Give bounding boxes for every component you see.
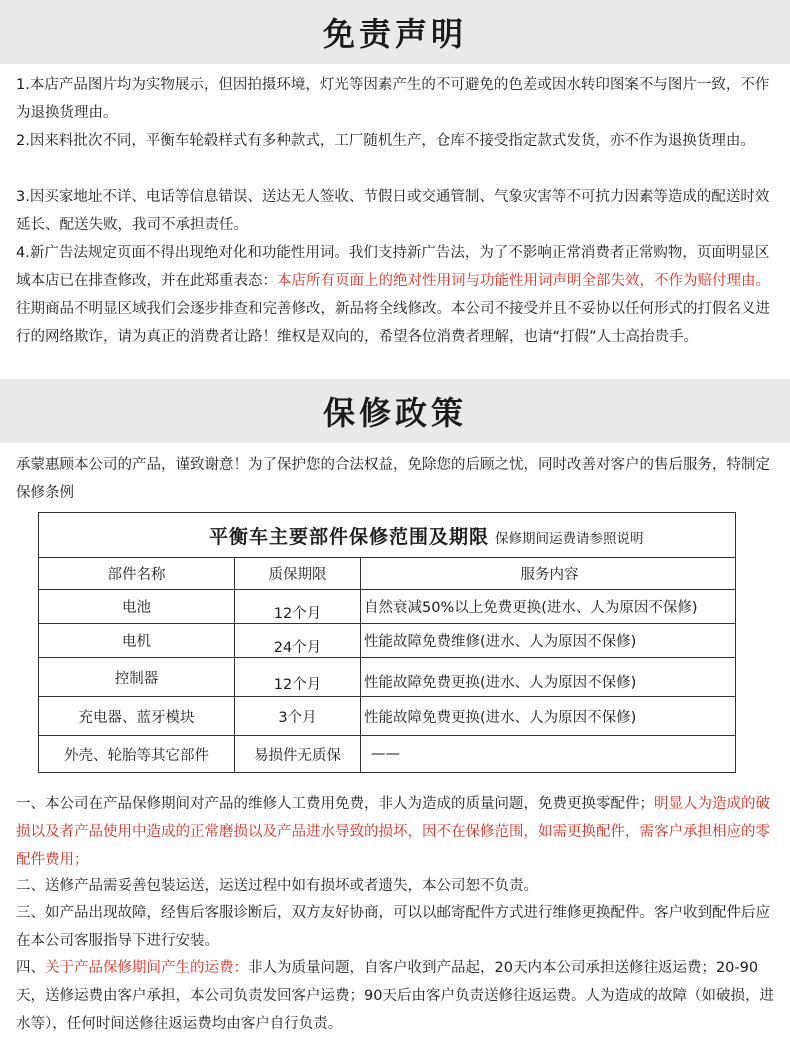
table-row	[39, 697, 736, 736]
warranty-table	[38, 512, 736, 773]
cell-service: 性能故障免费更换(进水、人为原因不保修)	[361, 697, 736, 736]
warranty-clause-4-prefix: 四、	[16, 960, 45, 976]
disclaimer-item-2: 2.因来料批次不同，平衡车轮毂样式有多种款式，工厂随机生产，仓库不接受指定款式发货，亦不作为退换货理由。	[16, 133, 755, 149]
cell-part: 电机	[39, 624, 235, 658]
disclaimer-item-4	[16, 239, 774, 351]
table-row	[39, 736, 736, 773]
warranty-clause-2: 二、送修产品需妥善包装运送，运送过程中如有损坏或者遗失，本公司恕不负责。	[16, 878, 538, 894]
table-title: 平衡车主要部件保修范围及期限	[209, 525, 490, 548]
header-period: 质保期限	[235, 558, 361, 590]
table-row	[39, 658, 736, 697]
cell-service: ——	[361, 736, 736, 773]
table-subtitle: 保修期间运费请参照说明	[495, 530, 644, 547]
warranty-clause-4-highlight: 关于产品保修期间产生的运费：	[45, 960, 248, 976]
disclaimer-item-1: 1.本店产品图片均为实物展示，但因拍摄环境，灯光等因素产生的不可避免的色差或因水转印图案不与图片一致，不作为退换货理由。	[16, 77, 770, 121]
warranty-clause-4	[16, 954, 774, 1038]
warranty-clause-4-text: 非人为质量问题，自客户收到产品起，20天内本公司承担送修往返运费；20-90天，送修运费由客户承担，本公司负责发回客户运费；90天后由客户负责送修往返运费。人为造成的故障（如破损，进水等），任何时间送修往返运费均由客户自行负责。	[16, 960, 774, 1032]
cell-period: 24个月	[235, 624, 361, 658]
header-service: 服务内容	[361, 558, 736, 590]
cell-period: 3个月	[235, 697, 361, 736]
table-row	[39, 590, 736, 624]
disclaimer-title: 免责声明	[322, 15, 467, 53]
cell-period: 12个月	[235, 658, 361, 697]
disclaimer-item-3: 3.因买家地址不详、电话等信息错误、送达无人签收、节假日或交通管制、气象灾害等不可抗力因素等造成的配送时效延长、配送失败，我司不承担责任。	[16, 189, 770, 233]
table-title-row	[39, 513, 736, 558]
table-header-row	[39, 558, 736, 590]
warranty-clause-1-highlight: 明显人为造成的破损以及者产品使用中造成的正常磨损以及产品进水导致的损坏，因不在保修范围，如需更换配件，需客户承担相应的零配件费用；	[16, 796, 770, 868]
disclaimer-header	[0, 0, 790, 64]
warranty-header	[0, 379, 790, 443]
table-title-cell	[39, 513, 736, 558]
cell-part: 电池	[39, 590, 235, 624]
cell-part: 外壳、轮胎等其它部件	[39, 736, 235, 773]
disclaimer-item-4-text-b: 往期商品不明显区域我们会逐步排查和完善修改，新品将全线修改。本公司不接受并且不妥协以任何形式的打假名义进行的网络欺诈，请为真正的消费者让路！维权是双向的，希望各位消费者理解，也请“打假”人士高抬贵手。	[16, 301, 770, 345]
cell-service: 性能故障免费更换(进水、人为原因不保修)	[361, 658, 736, 697]
cell-part: 控制器	[39, 658, 235, 697]
cell-service: 自然衰减50%以上免费更换(进水、人为原因不保修)	[361, 590, 736, 624]
disclaimer-item-4-highlight: 本店所有页面上的绝对性用词与功能性用词声明全部失效，不作为赔付理由。	[277, 273, 770, 289]
cell-part: 充电器、蓝牙模块	[39, 697, 235, 736]
warranty-title: 保修政策	[322, 394, 467, 432]
warranty-clause-3: 三、如产品出现故障，经售后客服诊断后，双方友好协商，可以以邮寄配件方式进行维修更换配件。客户收到配件后应在本公司客服指导下进行安装。	[16, 905, 770, 949]
table-row	[39, 624, 736, 658]
cell-period: 12个月	[235, 590, 361, 624]
cell-period: 易损件无质保	[235, 736, 361, 773]
warranty-intro: 承蒙惠顾本公司的产品，谨致谢意！为了保护您的合法权益，免除您的后顾之忧，同时改善对客户的售后服务，特制定保修条例	[16, 457, 770, 501]
disclaimer-item-4-text-a: 4.新广告法规定页面不得出现绝对化和功能性用词。我们支持新广告法，为了不影响正常消费者正常购物，页面明显区域本店已在排查修改，并在此郑重表态：	[16, 245, 770, 289]
warranty-clause-1-text: 一、本公司在产品保修期间对产品的维修人工费用免费，非人为造成的质量问题，免费更换零配件；	[16, 796, 654, 812]
cell-service: 性能故障免费维修(进水、人为原因不保修)	[361, 624, 736, 658]
header-part: 部件名称	[39, 558, 235, 590]
warranty-clause-1	[16, 790, 774, 874]
